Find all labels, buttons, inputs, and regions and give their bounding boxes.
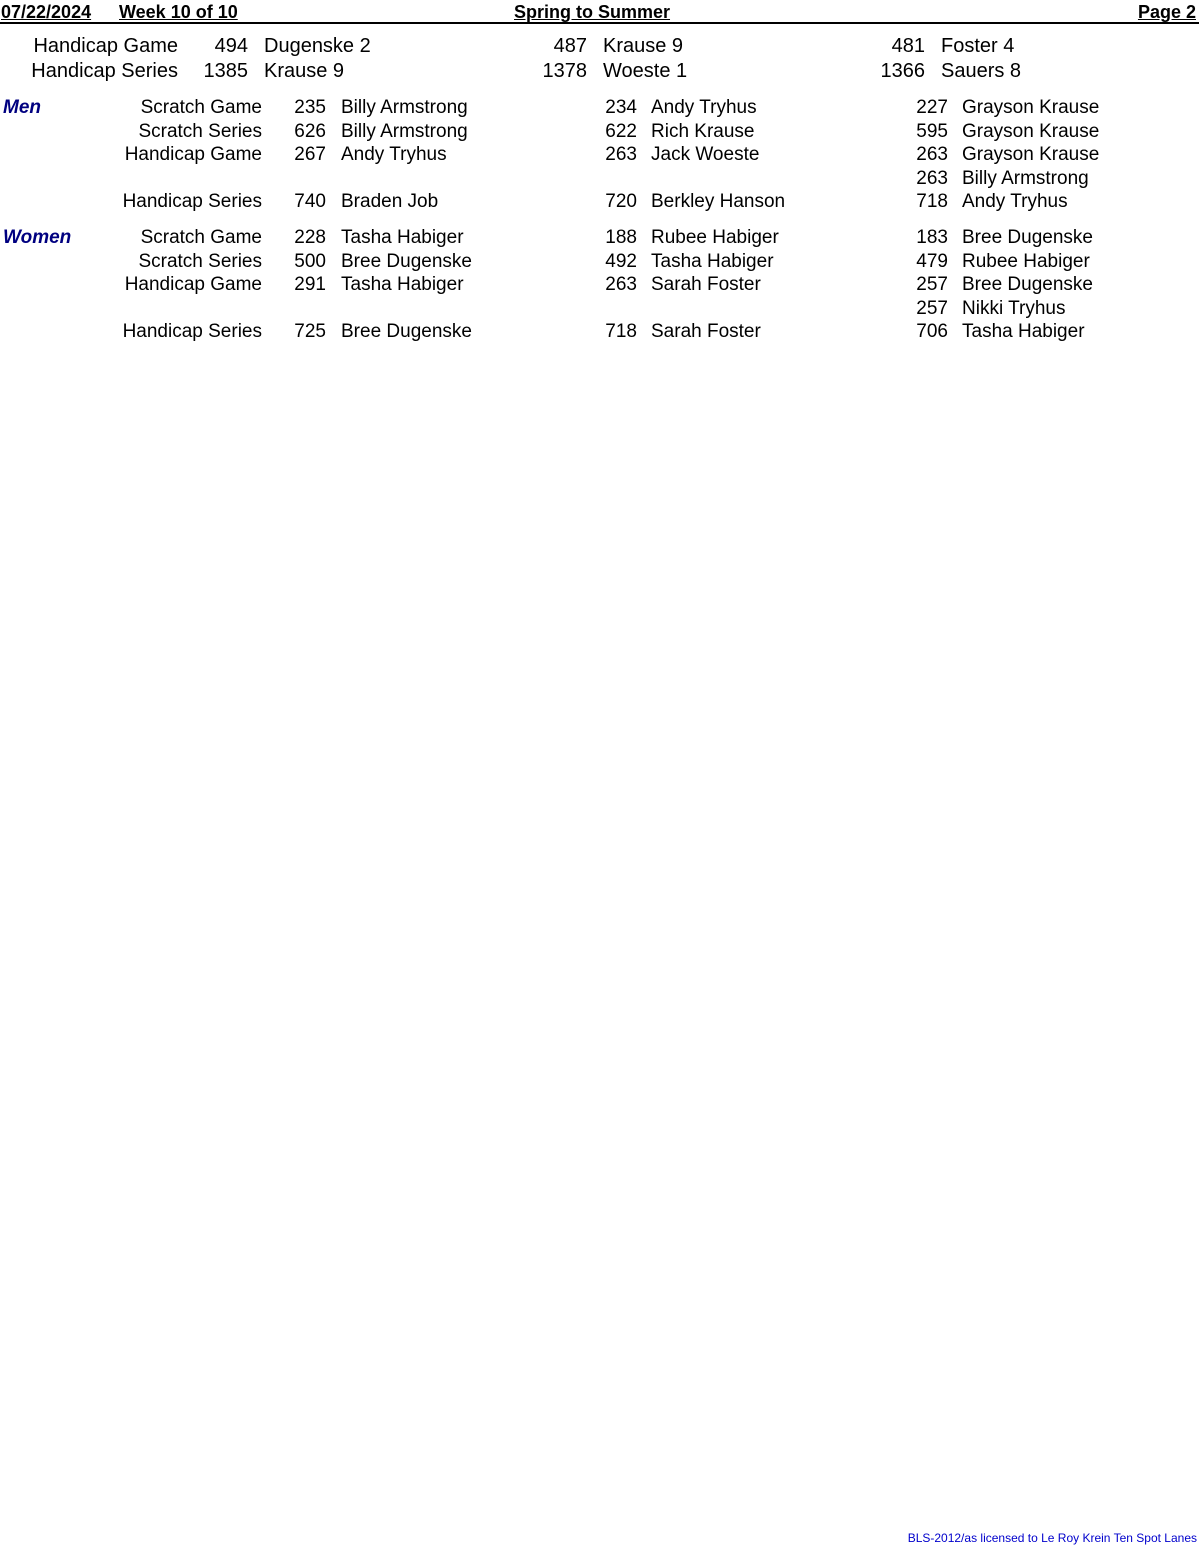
bowler-score: 263 [916,144,948,165]
bowler-score: 706 [916,321,948,342]
bowler-name: Bree Dugenske [962,227,1093,248]
bowler-name: Rubee Habiger [651,227,779,248]
bowler-name: Jack Woeste [651,144,760,165]
category-label: Handicap Game [124,274,262,295]
bowler-name: Billy Armstrong [962,167,1089,189]
bowler-score: 718 [916,191,948,212]
bowler-score: 263 [605,144,637,165]
team-score: 494 [214,35,248,57]
bowler-score: 622 [605,120,637,142]
bowler-score: 740 [294,191,326,212]
team-name: Foster 4 [941,35,1015,57]
bowler-score: 492 [605,250,637,272]
bowler-score: 291 [294,274,326,295]
bowler-name: Tasha Habiger [651,250,774,272]
bowler-name: Berkley Hanson [651,191,786,212]
bowler-name: Bree Dugenske [341,250,472,272]
bowler-score: 267 [294,144,326,165]
license-footer: BLS-2012/as licensed to Le Roy Krein Ten Spot Lanes [907,1531,1197,1545]
page-header [0,0,1199,24]
bowler-name: Billy Armstrong [341,97,468,118]
bowler-name: Sarah Foster [651,321,761,342]
bowler-score: 228 [294,227,326,248]
week-label: Week 10 of 10 [119,2,238,22]
bowler-name: Grayson Krause [962,120,1100,142]
section-title: Women [3,227,72,248]
bowler-score: 235 [294,97,326,118]
bowler-name: Tasha Habiger [341,227,464,248]
bowler-name: Rich Krause [651,120,755,142]
team-name: Sauers 8 [941,60,1022,82]
bowler-name: Rubee Habiger [962,250,1090,272]
bowler-score: 626 [294,120,326,142]
bowler-name: Andy Tryhus [651,97,757,118]
bowler-name: Andy Tryhus [962,191,1068,212]
team-name: Dugenske 2 [264,35,371,57]
bowler-name: Tasha Habiger [341,274,464,295]
bowler-score: 500 [294,250,326,272]
team-name: Krause 9 [264,60,345,82]
team-score: 481 [891,35,925,57]
page-number: Page 2 [1137,2,1196,22]
bowler-name: Andy Tryhus [341,144,447,165]
category-label: Scratch Series [138,250,262,272]
category-label: Scratch Game [140,227,262,248]
bowler-score: 718 [605,321,637,342]
team-name: Krause 9 [603,35,684,57]
team-name: Woeste 1 [603,60,688,82]
team-score: 1378 [542,60,587,82]
bowler-score: 479 [916,250,948,272]
bowler-score: 263 [916,167,948,189]
bowler-score: 595 [916,120,948,142]
bowler-name: Sarah Foster [651,274,761,295]
category-label: Scratch Series [138,120,262,142]
bowler-score: 188 [605,227,637,248]
team-high-label: Handicap Game [33,35,178,57]
bowler-name: Nikki Tryhus [962,297,1066,319]
category-label: Scratch Game [140,97,262,118]
team-score: 1366 [880,60,925,82]
team-high-label: Handicap Series [31,60,178,82]
bowler-score: 725 [294,321,326,342]
bowler-score: 227 [916,97,948,118]
bowler-score: 263 [605,274,637,295]
bowler-score: 183 [916,227,948,248]
bowler-name: Bree Dugenske [341,321,472,342]
bowler-score: 234 [605,97,637,118]
league-name: Spring to Summer [514,2,671,22]
report-date: 07/22/2024 [1,2,92,22]
category-label: Handicap Game [124,144,262,165]
bowler-name: Billy Armstrong [341,120,468,142]
section-title: Men [3,97,41,118]
bowler-score: 257 [916,274,948,295]
bowler-name: Grayson Krause [962,144,1100,165]
team-score: 487 [553,35,587,57]
bowler-name: Braden Job [341,191,439,212]
bowler-name: Bree Dugenske [962,274,1093,295]
bowler-name: Grayson Krause [962,97,1100,118]
category-label: Handicap Series [122,191,262,212]
team-score: 1385 [203,60,248,82]
category-label: Handicap Series [122,321,262,342]
bowler-name: Tasha Habiger [962,321,1085,342]
bowler-score: 257 [916,297,948,319]
bowler-score: 720 [605,191,637,212]
